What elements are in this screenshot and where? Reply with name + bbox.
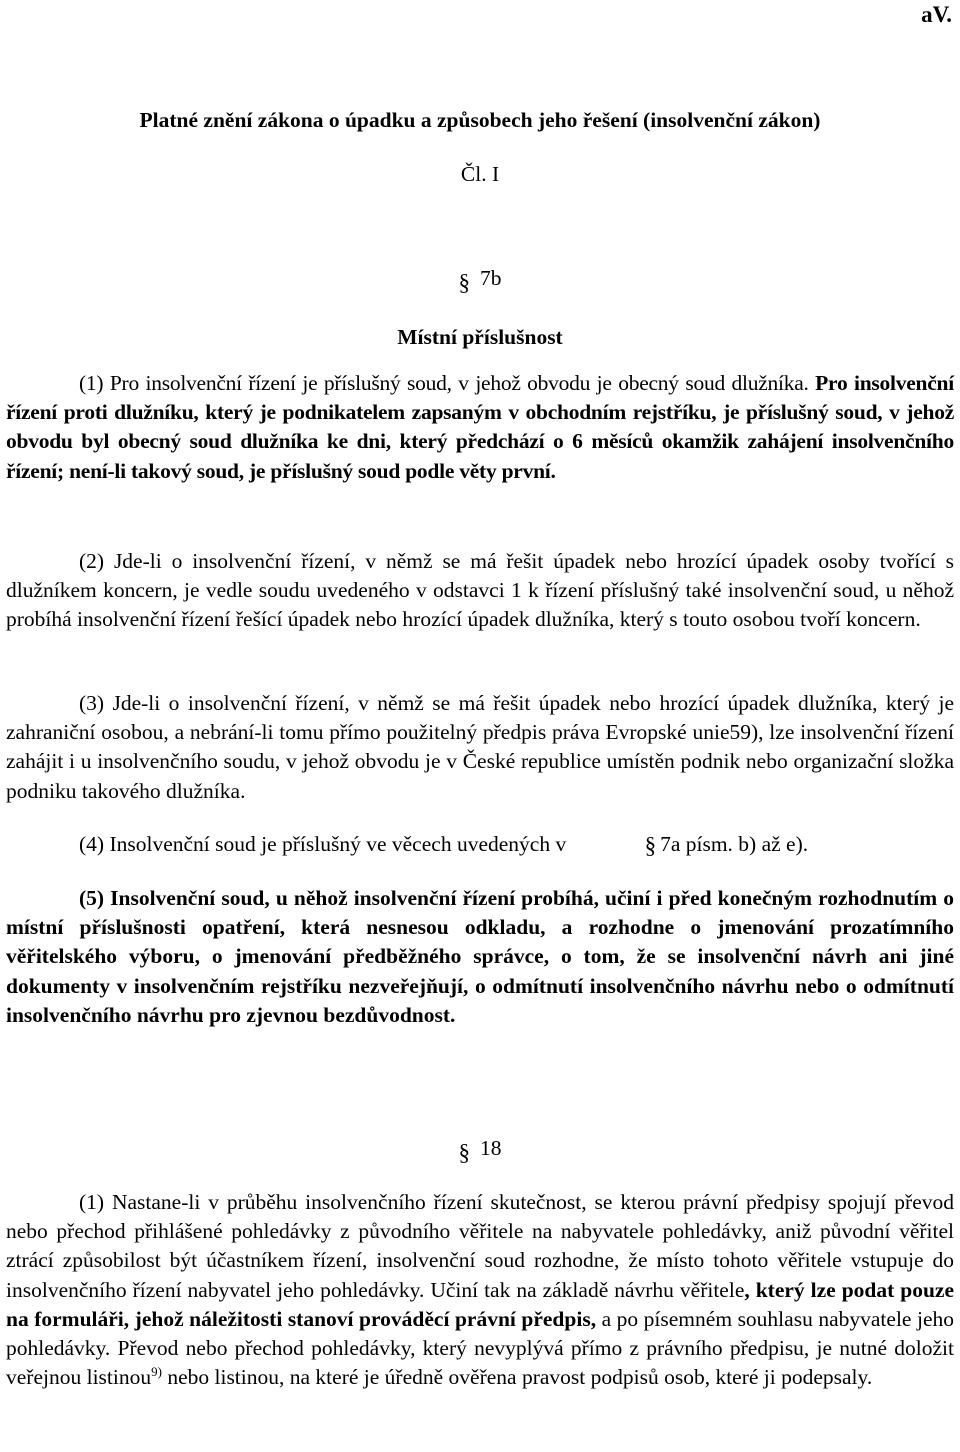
paragraph-1-bold-text: Pro insolvenční řízení proti dlužníku, který je podnikatelem zapsaným v obchodním rejstříku, je příslušný soud, v jehož obvodu byl obecný soud dlužníka ke dni, který předchází o 6 měsíců okamžik zahájení insolvenčního řízení; není-li takový soud, je příslušný soud podle věty první. <box>6 371 954 483</box>
article-heading: Čl. I <box>460 162 500 186</box>
paragraph-4 <box>6 829 954 859</box>
paragraph-3 <box>6 689 954 806</box>
paragraph-2-text: (2) Jde-li o insolvenční řízení, v němž se má řešit úpadek nebo hrozící úpadek osoby tvořící s dlužníkem koncern, je vedle soudu uvedeného v odstavci 1 k řízení příslušný také insolvenční soud, u něhož probíhá insolvenční řízení řešící úpadek nebo hrozící úpadek dlužníka, který s touto osobou tvoří koncern. <box>6 549 954 632</box>
section-number: 7b <box>480 266 502 290</box>
section-sign-icon: § <box>458 1140 470 1165</box>
paragraph-5 <box>6 884 954 1030</box>
section-sign-icon: § <box>644 833 657 858</box>
paragraph-5-text: (5) Insolvenční soud, u něhož insolvenční řízení probíhá, učiní i před konečným rozhodnutím o místní příslušnosti opatření, která nesnesou odkladu, a rozhodne o jmenování prozatímního věřitelského výboru, o jmenování předběžného správce, o tom, že se insolvenční návrh ani jiné dokumenty v insolvenčním rejstříku nezveřejňují, o odmítnutí insolvenčního návrhu nebo o odmítnutí insolvenčního návrhu pro zjevnou bezdůvodnost. <box>6 886 954 1027</box>
paragraph-18-1-text-c: nebo listinou, na které je úředně ověřena pravost podpisů osob, které ji podepsaly. <box>161 1365 873 1390</box>
paragraph-2 <box>6 547 954 635</box>
footnote-reference: 9) <box>151 1364 162 1380</box>
section-heading-18 <box>6 1134 954 1165</box>
paragraph-18-1-text-a: (1) Nastane-li v průběhu insolvenčního řízení skutečnost, se kterou právní předpisy spojují převod nebo přechod přihlášené pohledávky z původního věřitele na nabyvatele pohledávky, aniž původní věřitel ztrácí způsobilost být účastníkem řízení, insolvenční soud rozhodne, že místo tohoto věřitele vstupuje do insolvenčního řízení nabyvatel jeho pohledávky. Učiní tak na základě návrhu věřitele <box>6 1190 954 1302</box>
paragraph-18-1-bold-text: , který lze podat pouze na formuláři, jehož náležitosti stanoví prováděcí právní předpis, <box>6 1277 955 1331</box>
page-marker: aV. <box>921 2 952 27</box>
document-title: Platné znění zákona o úpadku a způsobech jeho řešení (insolvenční zákon) <box>139 108 821 132</box>
paragraph-3-text: (3) Jde-li o insolvenční řízení, v němž se má řešit úpadek nebo hrozící úpadek dlužníka, který je zahraniční osobou, a nebrání-li tomu přímo použitelný předpis práva Evropské unie59), lze insolvenční řízení zahájit i u insolvenčního soudu, v jehož obvodu je v České republice umístěn podnik nebo organizační složka podniku takového dlužníka. <box>6 691 954 803</box>
paragraph-18-1-text-b: a po písemném souhlasu nabyvatele jeho pohledávky. Převod nebo přechod pohledávky, který nevyplývá přímo z právního předpisu, je nutné doložit veřejnou listinou <box>6 1306 954 1390</box>
paragraph-4-text: (4) Insolvenční soud je příslušný ve věcech uvedených v <box>79 832 567 856</box>
document-page <box>6 0 954 1452</box>
section-number: 18 <box>480 1136 502 1160</box>
paragraph-1 <box>6 369 954 486</box>
paragraph-1-text: (1) Pro insolvenční řízení je příslušný soud, v jehož obvodu je obecný soud dlužníka. <box>79 371 809 395</box>
section-heading-7b <box>6 264 954 295</box>
paragraph-4-reference: 7a písm. b) až e). <box>660 832 809 856</box>
section-title: Místní příslušnost <box>397 325 563 349</box>
paragraph-18-1 <box>6 1188 954 1392</box>
section-sign-icon: § <box>458 270 470 295</box>
